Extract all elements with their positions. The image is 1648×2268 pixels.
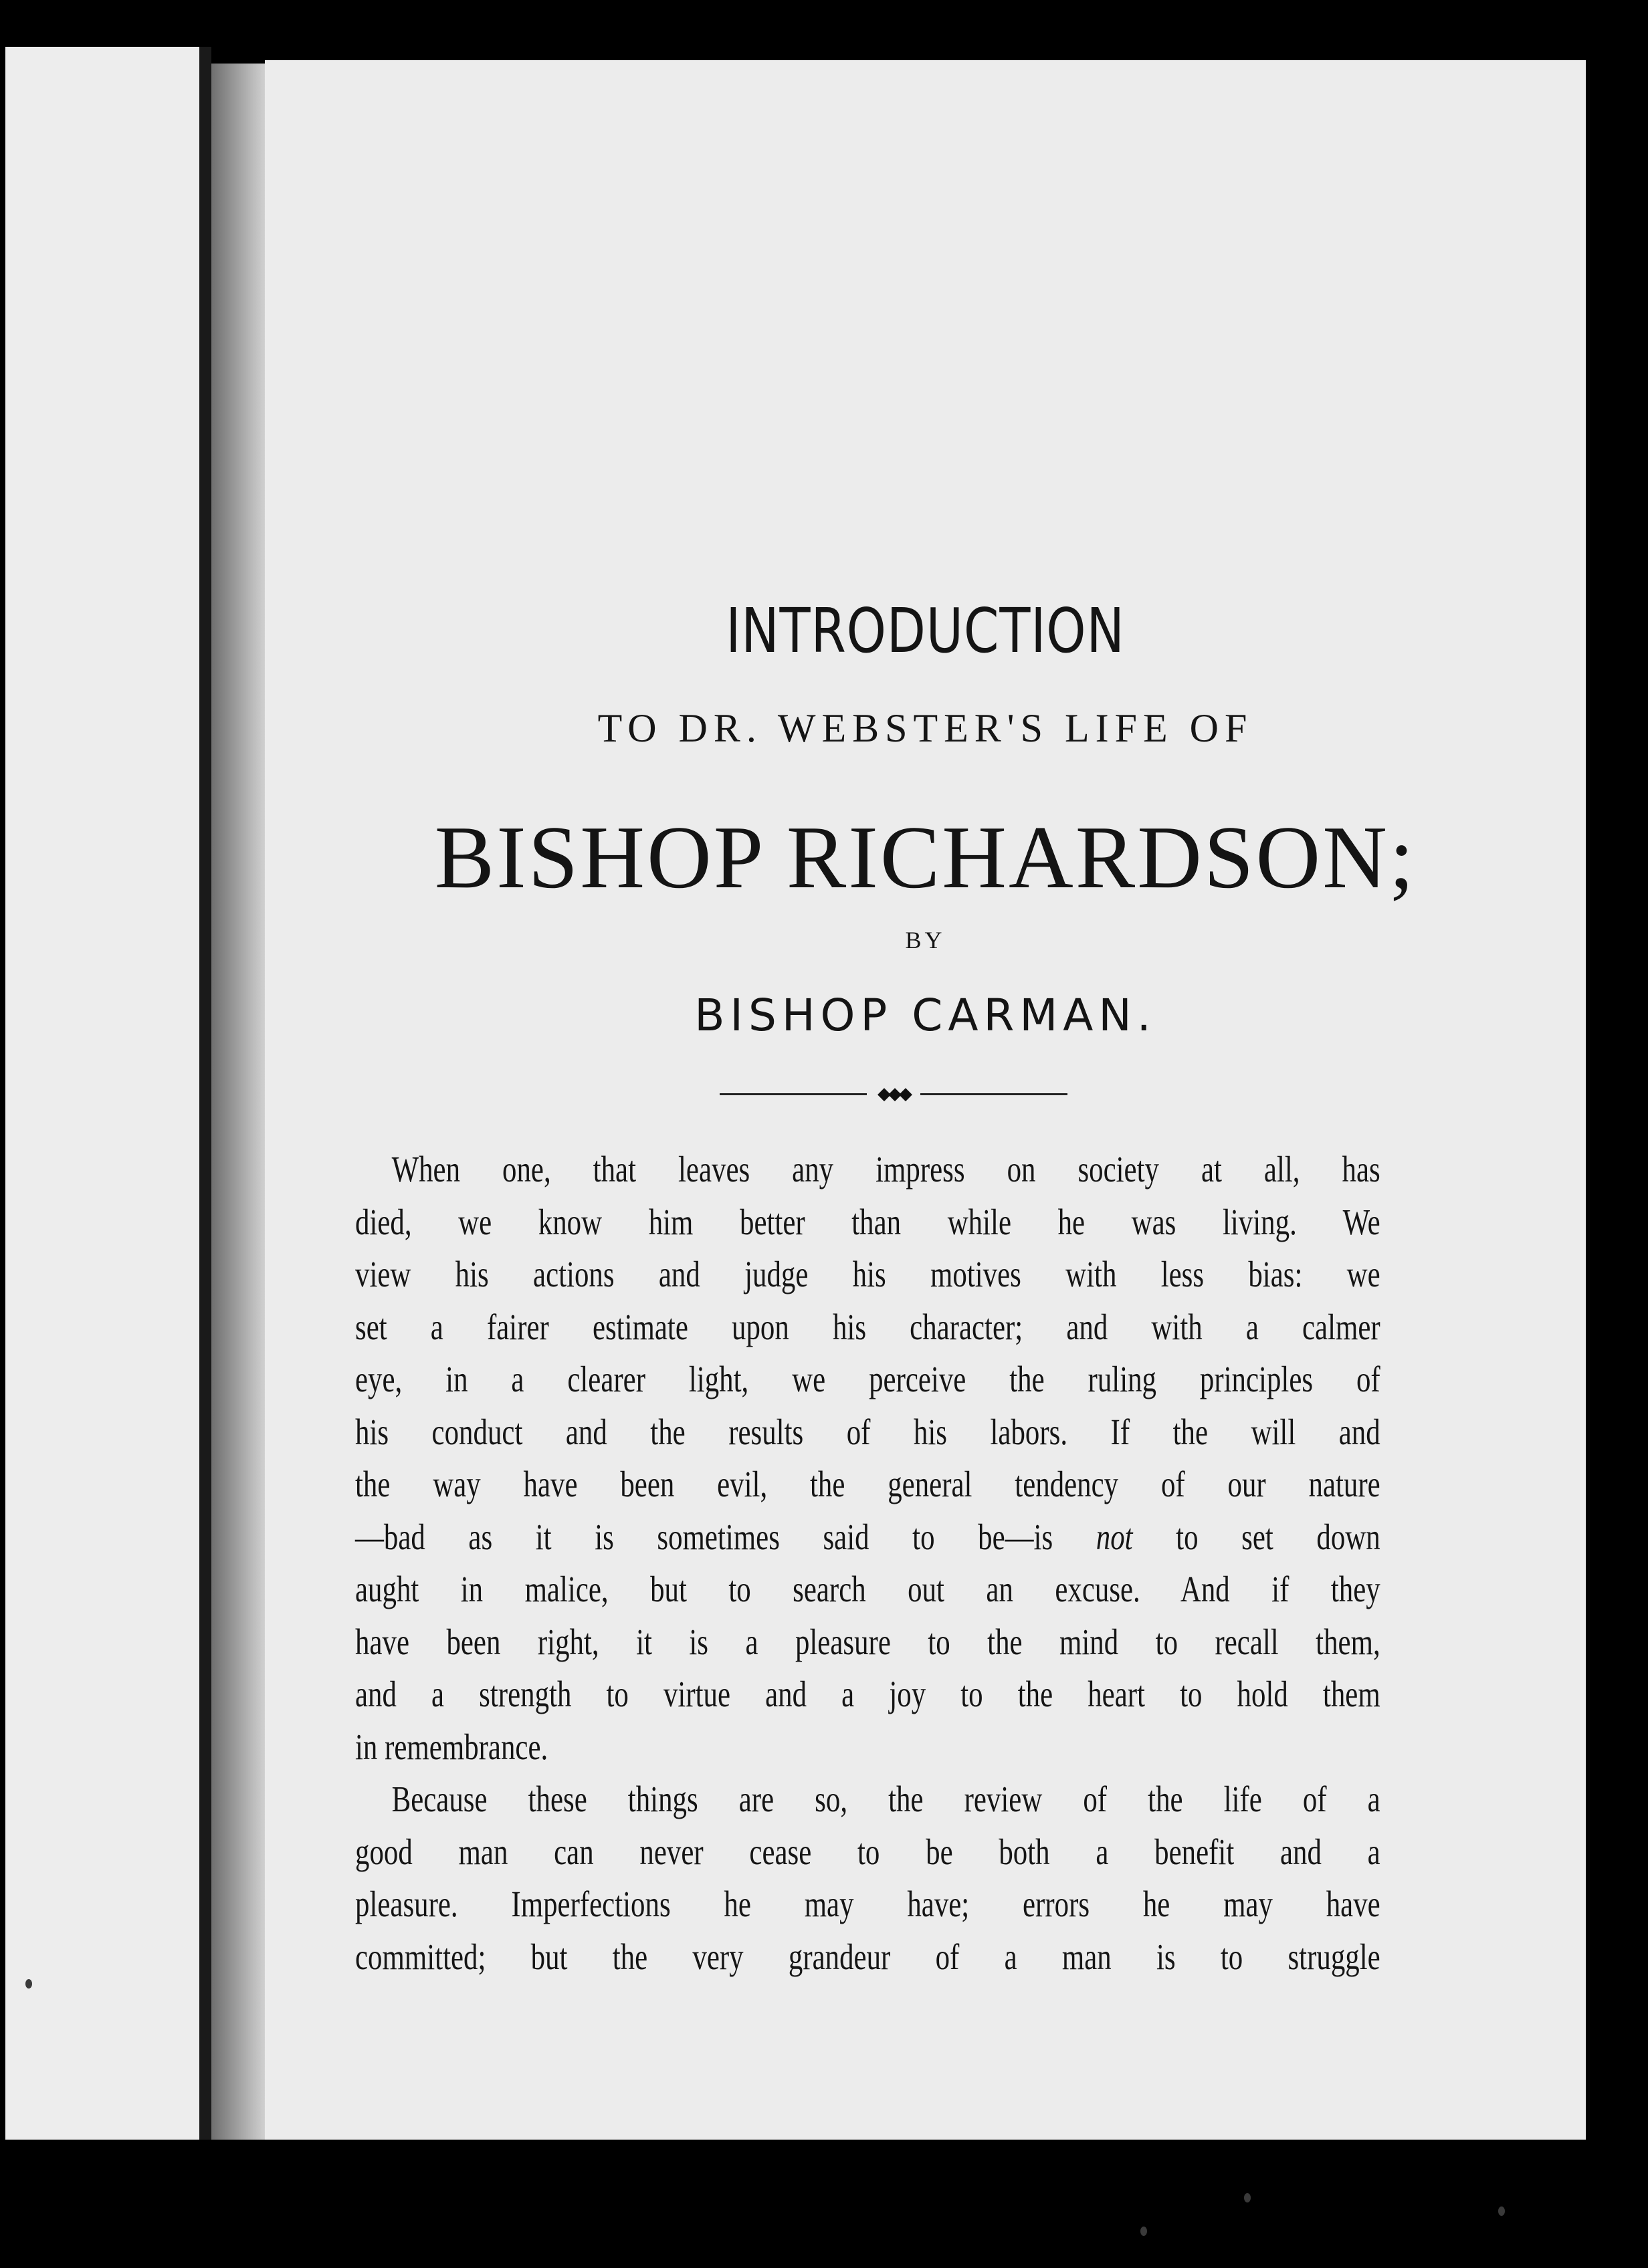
text-line: his conduct and the results of his labors. If the will and [355,1411,1380,1452]
heading: INTRODUCTION [726,595,1125,667]
facing-page-edge [5,47,199,2140]
scan-speck [25,1979,32,1989]
text-line: aught in malice, but to search out an excuse. And if they [355,1569,1380,1609]
ornament-rule [720,1081,1067,1107]
text-line: in remembrance. [355,1726,548,1767]
text-segment: to set down [1176,1516,1380,1557]
page-gap [199,47,211,2140]
scan-speck [1244,2193,1251,2202]
text-line: died, we know him better than while he was living. We [355,1201,1380,1242]
text-line-with-italic [355,1511,1380,1564]
text-line: and a strength to virtue and a joy to the heart to hold them [355,1674,1380,1714]
diamond-ornament-icon: ◆◆◆ [878,1084,910,1104]
text-line: committed; but the very grandeur of a man is to struggle [355,1936,1380,1977]
by-line: BY [905,927,946,953]
text-line: set a fairer estimate upon his character; and with a calmer [355,1306,1380,1347]
scan-speck [1140,2227,1147,2236]
subheading: TO DR. WEBSTER'S LIFE OF [597,706,1253,750]
text-line: good man can never cease to be both a benefit and a [355,1831,1380,1872]
italic-word: not [1096,1516,1133,1557]
text-segment: —bad as it is sometimes said to be—is [355,1516,1053,1557]
text-line: have been right, it is a pleasure to the mind to recall them, [355,1621,1380,1662]
gutter-shadow [211,64,265,2140]
author: BISHOP CARMAN. [694,990,1156,1041]
text-line: the way have been evil, the general tendency of our nature [355,1464,1380,1504]
rule-right [920,1093,1067,1095]
title: BISHOP RICHARDSON; [434,808,1417,907]
text-line: view his actions and judge his motives with less bias: we [355,1254,1380,1294]
text-line: pleasure. Imperfections he may have; errors he may have [355,1884,1380,1924]
body-text [355,1143,1380,1983]
text-line: When one, that leaves any impress on society at all, has [391,1149,1380,1189]
book-page [265,60,1586,2140]
text-line: Because these things are so, the review of the life of a [391,1779,1380,1819]
rule-left [720,1093,867,1095]
text-line: eye, in a clearer light, we perceive the ruling principles of [355,1359,1380,1399]
scan-speck [1498,2206,1505,2216]
